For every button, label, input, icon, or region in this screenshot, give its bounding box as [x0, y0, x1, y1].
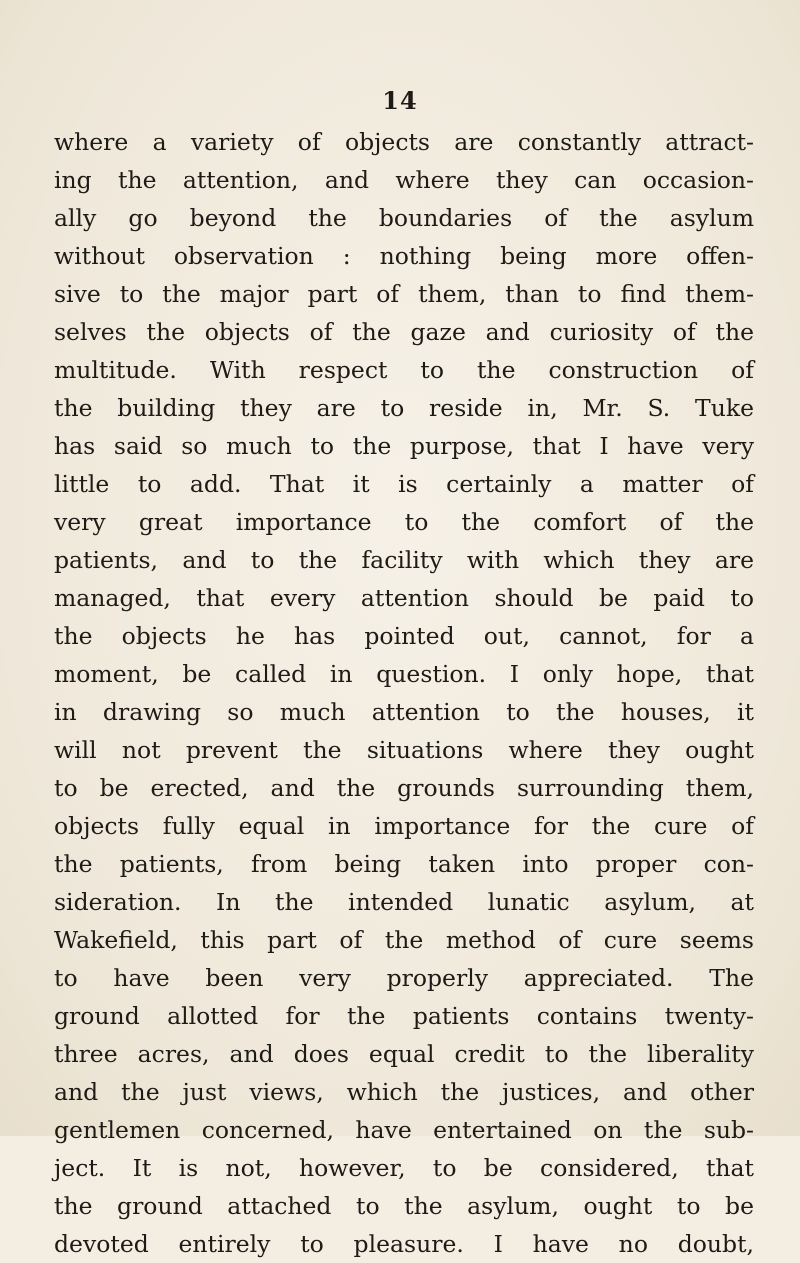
text-line: ject. It is not, however, to be considered, that [54, 1154, 754, 1182]
page-number: 14 [382, 86, 418, 115]
text-line: without observation : nothing being more offen- [54, 242, 754, 270]
text-line: to have been very properly appreciated. The [54, 964, 754, 992]
text-line: very great importance to the comfort of the [54, 508, 754, 536]
text-line: selves the objects of the gaze and curiosity of the [54, 318, 754, 346]
text-line: patients, and to the facility with which they are [54, 546, 754, 574]
text-line: ally go beyond the boundaries of the asylum [54, 204, 754, 232]
text-line: has said so much to the purpose, that I have very [54, 432, 754, 460]
text-line: and the just views, which the justices, and other [54, 1078, 754, 1106]
text-line: sive to the major part of them, than to find them- [54, 280, 754, 308]
text-line: the patients, from being taken into proper con- [54, 850, 754, 878]
text-line: objects fully equal in importance for the cure of [54, 812, 754, 840]
text-line: to be erected, and the grounds surrounding them, [54, 774, 754, 802]
text-line: moment, be called in question. I only hope, that [54, 660, 754, 688]
text-line: the building they are to reside in, Mr. S. Tuke [54, 394, 754, 422]
text-line: sideration. In the intended lunatic asylum, at [54, 888, 754, 916]
text-line: little to add. That it is certainly a matter of [54, 470, 754, 498]
text-line: ing the attention, and where they can occasion- [54, 166, 754, 194]
text-line: Wakefield, this part of the method of cure seems [54, 926, 754, 954]
body-text [54, 123, 754, 1263]
text-line: devoted entirely to pleasure. I have no doubt, [54, 1230, 754, 1258]
text-line: where a variety of objects are constantly attract- [54, 128, 754, 156]
text-line: will not prevent the situations where they ought [54, 736, 754, 764]
text-line: in drawing so much attention to the houses, it [54, 698, 754, 726]
text-line: multitude. With respect to the construction of [54, 356, 754, 384]
text-line: three acres, and does equal credit to the liberality [54, 1040, 754, 1068]
text-line: the ground attached to the asylum, ought to be [54, 1192, 754, 1220]
text-line: the objects he has pointed out, cannot, for a [54, 622, 754, 650]
text-line: managed, that every attention should be paid to [54, 584, 754, 612]
text-line: gentlemen concerned, have entertained on the sub- [54, 1116, 754, 1144]
text-line: ground allotted for the patients contains twenty- [54, 1002, 754, 1030]
